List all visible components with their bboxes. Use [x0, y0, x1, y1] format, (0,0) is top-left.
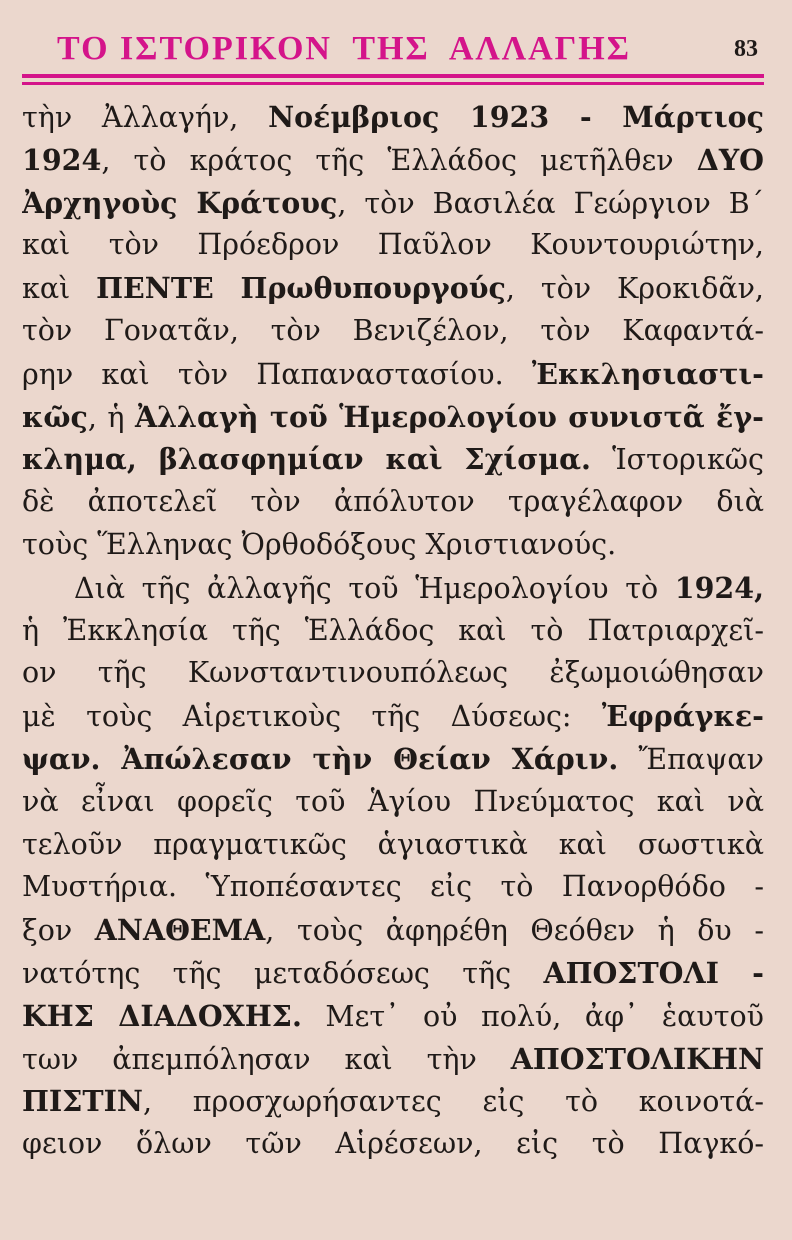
text-run: Μυστήρια. Ὑποπέσαντες εἰς τὸ Πανορθόδο - — [22, 870, 764, 904]
header-rule-bottom — [22, 82, 764, 85]
bold-text: Ἀλλαγὴ τοῦ Ἡμερολογίου συνιστᾶ ἔγ- — [134, 399, 764, 434]
text-line — [22, 396, 764, 439]
text-line — [22, 1080, 764, 1123]
text-run: τὸν Γονατᾶν, τὸν Βενιζέλον, τὸν Καφαντά- — [22, 313, 764, 347]
text-line — [22, 139, 764, 182]
text-run: , τὸ κράτος τῆς Ἑλλάδος μετῆλθεν — [101, 143, 697, 177]
text-run: φειον ὅλων τῶν Αἱρέσεων, εἰς τὸ Παγκό- — [22, 1127, 764, 1161]
text-run: , τὸν Βασιλέα Γεώργιον Β΄ — [337, 186, 764, 220]
header-rule-top — [22, 74, 764, 78]
text-line — [22, 481, 764, 524]
text-run: Διὰ τῆς ἀλλαγῆς τοῦ Ἡμερολογίου τὸ — [74, 571, 675, 605]
text-line — [22, 995, 764, 1038]
text-run: νὰ εἶναι φορεῖς τοῦ Ἁγίου Πνεύματος καὶ νὰ — [22, 784, 764, 818]
text-run: τελοῦν πραγματικῶς ἁγιαστικὰ καὶ σωστικὰ — [22, 827, 764, 861]
text-line — [22, 652, 764, 695]
text-run: ἡ Ἐκκλησία τῆς Ἑλλάδος καὶ τὸ Πατριαρχεῖ- — [22, 613, 764, 647]
text-run: Μετ᾽ οὐ πολύ, ἀφ᾽ ἑαυτοῦ — [301, 999, 764, 1033]
text-line — [22, 952, 764, 995]
text-run: νατότης τῆς μεταδόσεως τῆς — [22, 956, 544, 990]
bold-text: Ἐκκλησιαστι- — [531, 356, 764, 391]
text-run: τοὺς Ἕλληνας Ὀρθοδόξους Χριστιανούς. — [22, 527, 617, 561]
text-line — [22, 866, 764, 909]
bold-text: κῶς — [22, 399, 88, 434]
text-run: μὲ τοὺς Αἱρετικοὺς τῆς Δύσεως: — [22, 700, 602, 734]
text-line — [22, 438, 764, 481]
bold-text: ΠΕΝΤΕ Πρωθυπουργούς — [96, 271, 506, 306]
text-run: καὶ τὸν Πρόεδρον Παῦλον Κουντουριώτην, — [22, 228, 764, 262]
bold-text: Νοέμβριος 1923 - Μάρτιος — [268, 100, 764, 134]
text-run: των ἀπεμπόλησαν καὶ τὴν — [22, 1042, 511, 1076]
text-line — [22, 353, 764, 396]
text-run: , προσχωρήσαντες εἰς τὸ κοινοτά- — [143, 1085, 764, 1119]
text-run: ξον — [22, 914, 95, 948]
text-line — [22, 695, 764, 738]
text-run: ρην καὶ τὸν Παπαναστασίου. — [22, 357, 532, 391]
text-line — [22, 567, 764, 610]
text-run: τὴν Ἀλλαγήν, — [22, 101, 269, 134]
text-run: δὲ ἀποτελεῖ τὸν ἀπόλυτον τραγέλαφον διὰ — [22, 485, 764, 519]
text-run: Ἔπαψαν — [618, 742, 764, 776]
text-line — [22, 1038, 764, 1081]
body-text — [22, 96, 764, 1166]
text-line — [22, 310, 764, 353]
bold-text: ΑΝΑΘΕΜΑ — [94, 913, 266, 948]
page-header — [22, 30, 764, 76]
text-line — [22, 182, 764, 225]
running-title: ΤΟ ΙΣΤΟΡΙΚΟΝ ΤΗΣ ΑΛΛΑΓΗΣ — [57, 30, 631, 67]
bold-text: Ἀρχηγοὺς Κράτους — [22, 185, 338, 220]
page-number: 83 — [734, 36, 758, 62]
text-line — [22, 224, 764, 267]
text-run: καὶ — [22, 272, 97, 306]
text-line — [22, 909, 764, 952]
text-run: ον τῆς Κωνσταντινουπόλεως ἐξωμοιώθησαν — [22, 656, 764, 690]
bold-text: ΠΙΣΤΙΝ — [22, 1084, 143, 1119]
bold-text: Ἐφράγκε- — [601, 699, 764, 734]
text-line — [22, 267, 764, 310]
bold-text: κλημα, βλασφημίαν καὶ Σχίσμα. — [22, 442, 591, 477]
text-line — [22, 96, 764, 139]
text-run: , ἡ — [87, 400, 135, 434]
text-line — [22, 781, 764, 824]
text-line — [22, 824, 764, 867]
bold-text: ΑΠΟΣΤΟΛΙΚΗΝ — [510, 1041, 764, 1076]
bold-text: ΚΗΣ ΔΙΑΔΟΧΗΣ. — [22, 998, 302, 1033]
bold-text: 1924 — [22, 142, 102, 177]
text-run: Ἱστορικῶς — [590, 443, 764, 477]
bold-text: ΑΠΟΣΤΟΛΙ - — [543, 955, 764, 990]
bold-text: ψαν. Ἀπώλεσαν τὴν Θείαν Χάριν. — [22, 741, 619, 776]
text-line — [22, 610, 764, 653]
text-run: , τοὺς ἀφηρέθη Θεόθεν ἡ δυ - — [265, 914, 764, 948]
text-line — [22, 1123, 764, 1166]
bold-text: ΔΥΟ — [696, 142, 764, 177]
text-line — [22, 524, 764, 567]
text-line — [22, 738, 764, 781]
text-run: , τὸν Κροκιδᾶν, — [505, 272, 764, 306]
bold-text: 1924, — [674, 570, 764, 605]
